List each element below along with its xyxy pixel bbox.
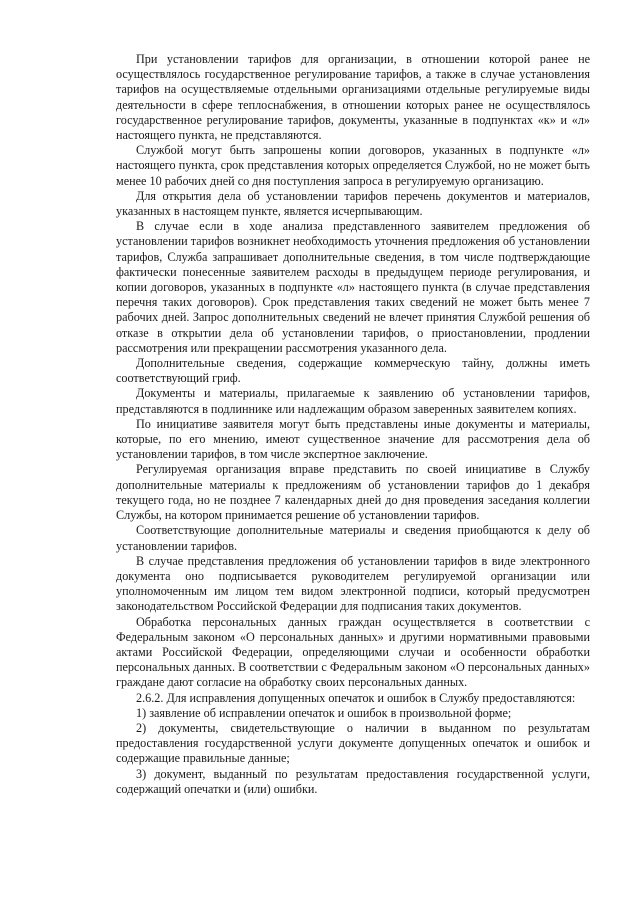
- list-item-3: 3) документ, выданный по результатам предоставления государственной услуги, содержащий опечатки и (или) ошибки.: [116, 766, 590, 796]
- paragraph-tariffs-no-regulation: При установлении тарифов для организации, в отношении которой ранее не осуществлялось государственное регулирование тарифов, а также в случае установления тарифов на осуществляемые отдельными организациями отдельные регулируемые виды деятельности в сфере теплоснабжения, в отношении которых ранее не осуществлялось государственное регулирование тарифов, документы, указанные в подпунктах «к» и «л» настоящего пункта, не представляются.: [116, 52, 590, 143]
- paragraph-extra-materials-deadline: Регулируемая организация вправе представить по своей инициативе в Службу дополнительные материалы к предложениям об установлении тарифов до 1 декабря текущего года, но не позднее 7 календарных дней до дня проведения заседания коллегии Службы, на котором принимается решение об установлении тарифов.: [116, 462, 590, 523]
- paragraph-section-2-6-2: 2.6.2. Для исправления допущенных опечаток и ошибок в Службу предоставляются:: [136, 690, 576, 705]
- paragraph-additional-info-request: В случае если в ходе анализа представленного заявителем предложения об установлении тарифов возникнет необходимость уточнения предложения об установлении тарифов, Служба запрашивает дополнительные сведения, в том числе подтверждающие фактически понесенные заявителем расходы в предыдущем периоде регулирования, и копии договоров, указанных в подпункте «л» настоящего пункта (в случае представления перечня таких договоров). Срок представления таких сведений не может быть менее 7 рабочих дней. Запрос дополнительных сведений не влечет принятия Службой решения об отказе в открытии дела об установлении тарифов, о приостановлении, продлении рассмотрения или прекращении рассмотрения указанного дела.: [116, 219, 590, 355]
- paragraph-electronic-signature: В случае представления предложения об установлении тарифов в виде электронного документа оно подписывается руководителем регулируемой организации или уполномоченным им лицом тем видом электронной подписи, который предусмотрен законодательством Российской Федерации для подписания таких документов.: [116, 553, 590, 614]
- paragraph-contract-copies: Службой могут быть запрошены копии договоров, указанных в подпункте «л» настоящего пункта, срок представления которых определяется Службой, но не может быть менее 10 рабочих дней со дня поступления запроса в регулируемую организацию.: [116, 143, 590, 188]
- paragraph-personal-data: Обработка персональных данных граждан осуществляется в соответствии с Федеральным законом «О персональных данных» и другими нормативными правовыми актами Российской Федерации, определяющими случаи и особенности обработки персональных данных. В соответствии с Федеральным законом «О персональных данных» граждане дают согласие на обработку своих персональных данных.: [116, 614, 590, 690]
- paragraph-other-documents: По инициативе заявителя могут быть представлены иные документы и материалы, которые, по его мнению, имеют существенное значение для рассмотрения дела об установлении тарифов, в том числе экспертное заключение.: [116, 416, 590, 462]
- paragraph-originals-or-copies: Документы и материалы, прилагаемые к заявлению об установлении тарифов, представляются в подлиннике или надлежащим образом заверенных заявителем копиях.: [116, 386, 590, 416]
- paragraph-attached-to-case: Соответствующие дополнительные материалы и сведения приобщаются к делу об установлении тарифов.: [116, 523, 590, 553]
- paragraph-exhaustive-list: Для открытия дела об установлении тарифов перечень документов и материалов, указанных в настоящем пункте, является исчерпывающим.: [116, 188, 590, 219]
- paragraph-commercial-secret: Дополнительные сведения, содержащие коммерческую тайну, должны иметь соответствующий гриф.: [116, 356, 590, 386]
- list-item-2: 2) документы, свидетельствующие о наличии в выданном по результатам предоставления государственной услуги документе допущенных опечаток и ошибок и содержащие правильные данные;: [116, 720, 590, 766]
- list-item-1: 1) заявление об исправлении опечаток и ошибок в произвольной форме;: [136, 705, 512, 720]
- document-page: [116, 52, 590, 797]
